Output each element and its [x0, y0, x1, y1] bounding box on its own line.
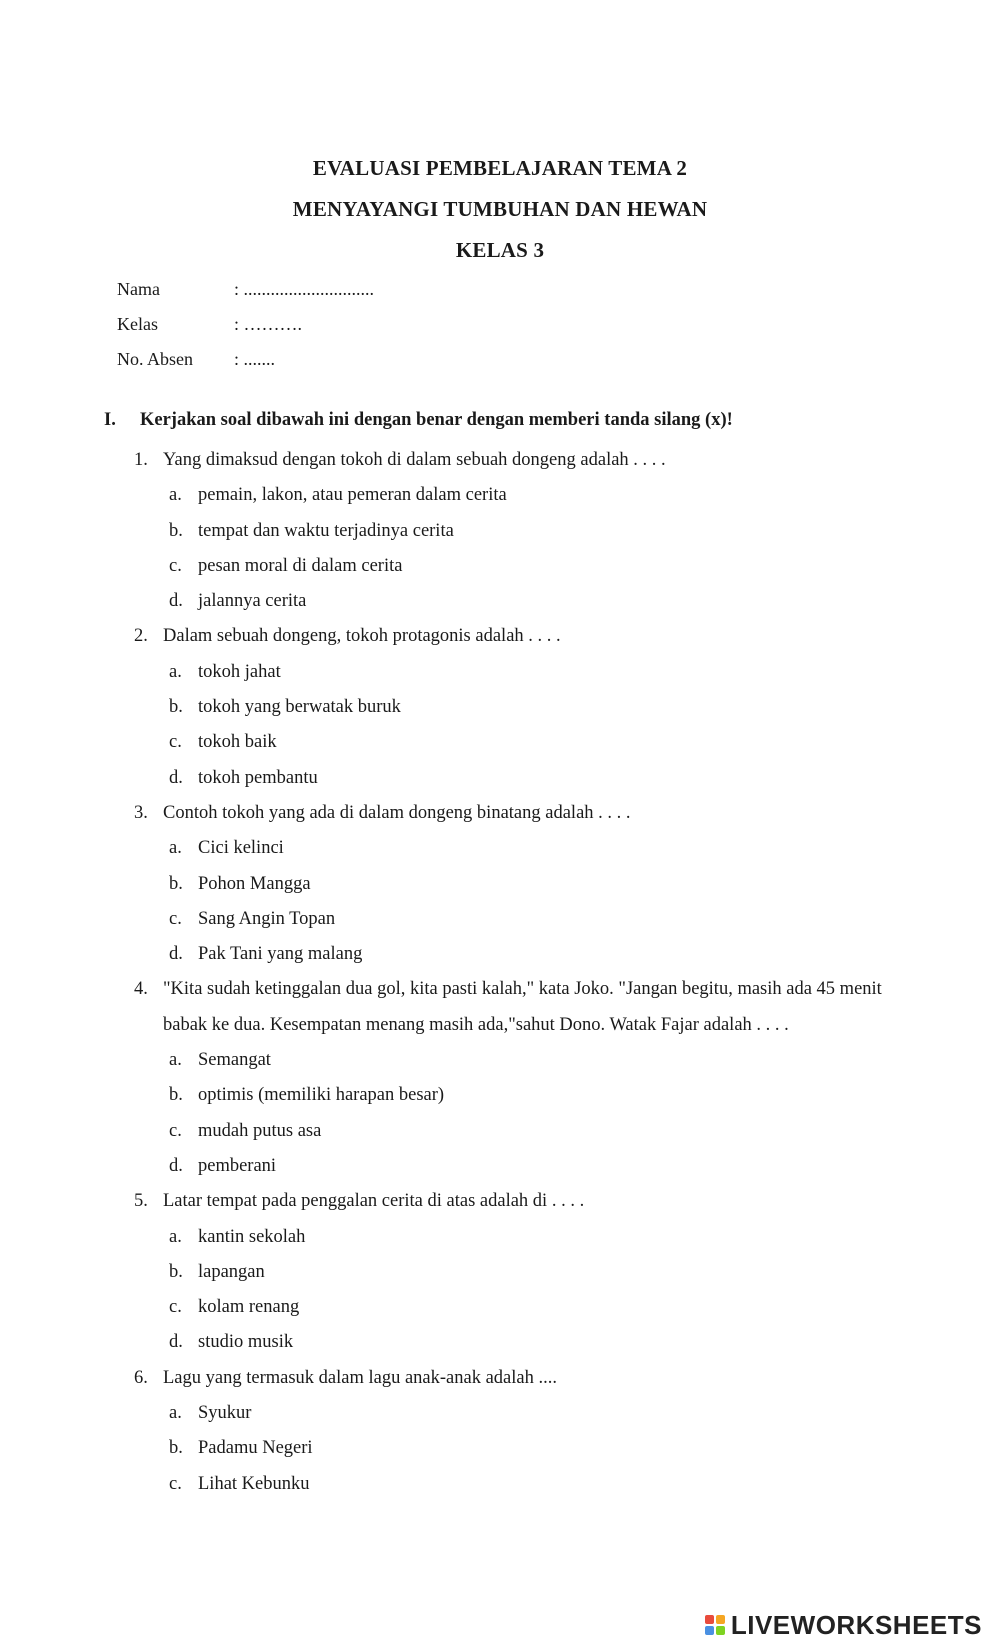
option-text: studio musik	[198, 1332, 294, 1353]
question-text: Yang dimaksud dengan tokoh di dalam sebuah dongeng adalah . . . .	[163, 450, 666, 470]
answer-option[interactable]	[134, 478, 894, 513]
answer-option[interactable]	[134, 1078, 894, 1113]
field-label-absen: No. Absen	[117, 349, 193, 369]
option-letter: b.	[169, 873, 183, 894]
option-letter: a.	[169, 1050, 182, 1071]
option-letter: d.	[169, 591, 183, 612]
logo-square-3	[705, 1626, 714, 1635]
answer-option[interactable]	[134, 1114, 894, 1149]
option-letter: d.	[169, 944, 183, 965]
option-text: pemain, lakon, atau pemeran dalam cerita	[198, 485, 507, 506]
question-item	[134, 1361, 894, 1396]
answer-option[interactable]	[134, 937, 894, 972]
option-letter: b.	[169, 697, 183, 718]
option-letter: c.	[169, 1473, 182, 1494]
option-letter: c.	[169, 908, 182, 929]
option-text: tokoh baik	[198, 732, 277, 753]
option-letter: a.	[169, 661, 182, 682]
answer-option[interactable]	[134, 549, 894, 584]
answer-option[interactable]	[134, 1396, 894, 1431]
option-text: Semangat	[198, 1050, 271, 1071]
option-letter: a.	[169, 1403, 182, 1424]
option-letter: a.	[169, 485, 182, 506]
field-value-nama: : .............................	[234, 279, 375, 299]
option-text: Pak Tani yang malang	[198, 944, 363, 965]
question-item	[134, 1184, 894, 1219]
answer-option[interactable]	[134, 902, 894, 937]
option-text: mudah putus asa	[198, 1120, 322, 1141]
question-text: Lagu yang termasuk dalam lagu anak-anak adalah ....	[163, 1367, 557, 1388]
option-letter: a.	[169, 1226, 182, 1247]
section-instruction-text: Kerjakan soal dibawah ini dengan benar dengan memberi tanda silang (x)!	[140, 410, 733, 430]
option-letter: c.	[169, 1297, 182, 1318]
option-text: Padamu Negeri	[198, 1438, 313, 1459]
option-text: kolam renang	[198, 1297, 300, 1318]
option-text: tokoh pembantu	[198, 767, 318, 788]
option-letter: d.	[169, 1155, 183, 1176]
answer-option[interactable]	[134, 584, 894, 619]
option-text: kantin sekolah	[198, 1226, 306, 1247]
field-label-nama: Nama	[117, 279, 160, 299]
answer-option[interactable]	[134, 831, 894, 866]
option-text: Pohon Mangga	[198, 873, 311, 894]
answer-option[interactable]	[134, 867, 894, 902]
field-value-absen: : .......	[234, 349, 276, 369]
answer-option[interactable]	[134, 655, 894, 690]
logo-text: LIVEWORKSHEETS	[730, 1609, 982, 1640]
question-number: 1.	[134, 450, 148, 470]
option-text: Lihat Kebunku	[198, 1473, 310, 1494]
option-letter: a.	[169, 838, 182, 859]
answer-option[interactable]	[134, 1043, 894, 1078]
question-text: Dalam sebuah dongeng, tokoh protagonis adalah . . . .	[163, 626, 561, 647]
question-item	[134, 796, 894, 831]
option-text: Syukur	[198, 1403, 252, 1424]
answer-option[interactable]	[134, 725, 894, 760]
question-list	[134, 443, 894, 1502]
answer-option[interactable]	[134, 1255, 894, 1290]
title-line-3: KELAS 3	[455, 238, 545, 262]
question-item	[134, 619, 894, 654]
option-text: Sang Angin Topan	[198, 908, 336, 929]
option-text: optimis (memiliki harapan besar)	[198, 1085, 445, 1106]
field-label-kelas: Kelas	[117, 314, 158, 334]
answer-option[interactable]	[134, 761, 894, 796]
option-text: pesan moral di dalam cerita	[198, 555, 403, 576]
section-instruction	[104, 410, 733, 431]
answer-option[interactable]	[134, 1290, 894, 1325]
title-line-2: MENYAYANGI TUMBUHAN DAN HEWAN	[292, 197, 708, 221]
option-letter: c.	[169, 555, 182, 576]
question-item	[134, 443, 894, 478]
option-text: tempat dan waktu terjadinya cerita	[198, 520, 454, 541]
logo-square-4	[716, 1626, 725, 1635]
answer-option[interactable]	[134, 1325, 894, 1360]
option-text: lapangan	[198, 1261, 265, 1282]
answer-option[interactable]	[134, 1149, 894, 1184]
option-text: jalannya cerita	[198, 591, 307, 612]
logo-grid-icon	[705, 1615, 725, 1635]
option-letter: c.	[169, 732, 182, 753]
option-text: tokoh jahat	[198, 661, 281, 682]
liveworksheets-logo	[705, 1609, 982, 1640]
answer-option[interactable]	[134, 1431, 894, 1466]
answer-option[interactable]	[134, 1467, 894, 1502]
option-letter: b.	[169, 1261, 183, 1282]
option-letter: b.	[169, 1085, 183, 1106]
option-letter: c.	[169, 1120, 182, 1141]
field-value-kelas: : ……….	[234, 314, 303, 334]
question-text: "Kita sudah ketinggalan dua gol, kita pasti kalah," kata Joko. "Jangan begitu, masih ada 45 menit babak ke dua. Kesempatan menang masih ada,"sahut Dono. Watak Fajar adalah . . . .	[163, 979, 882, 1035]
question-text: Contoh tokoh yang ada di dalam dongeng binatang adalah . . . .	[163, 802, 631, 823]
question-item	[134, 972, 894, 1043]
question-number: 2.	[134, 626, 148, 647]
option-letter: d.	[169, 767, 183, 788]
answer-option[interactable]	[134, 514, 894, 549]
question-number: 3.	[134, 802, 148, 823]
logo-square-2	[716, 1615, 725, 1624]
option-letter: b.	[169, 1438, 183, 1459]
answer-option[interactable]	[134, 690, 894, 725]
option-text: pemberani	[198, 1155, 277, 1176]
option-letter: d.	[169, 1332, 183, 1353]
question-number: 6.	[134, 1367, 148, 1388]
option-text: Cici kelinci	[198, 838, 284, 859]
logo-square-1	[705, 1615, 714, 1624]
question-number: 5.	[134, 1191, 148, 1212]
question-text: Latar tempat pada penggalan cerita di atas adalah di . . . .	[163, 1191, 585, 1212]
option-letter: b.	[169, 520, 183, 541]
answer-option[interactable]	[134, 1220, 894, 1255]
question-number: 4.	[134, 979, 148, 1000]
title-line-1: EVALUASI PEMBELAJARAN TEMA 2	[312, 156, 688, 180]
option-text: tokoh yang berwatak buruk	[198, 697, 401, 718]
section-number: I.	[104, 410, 116, 430]
